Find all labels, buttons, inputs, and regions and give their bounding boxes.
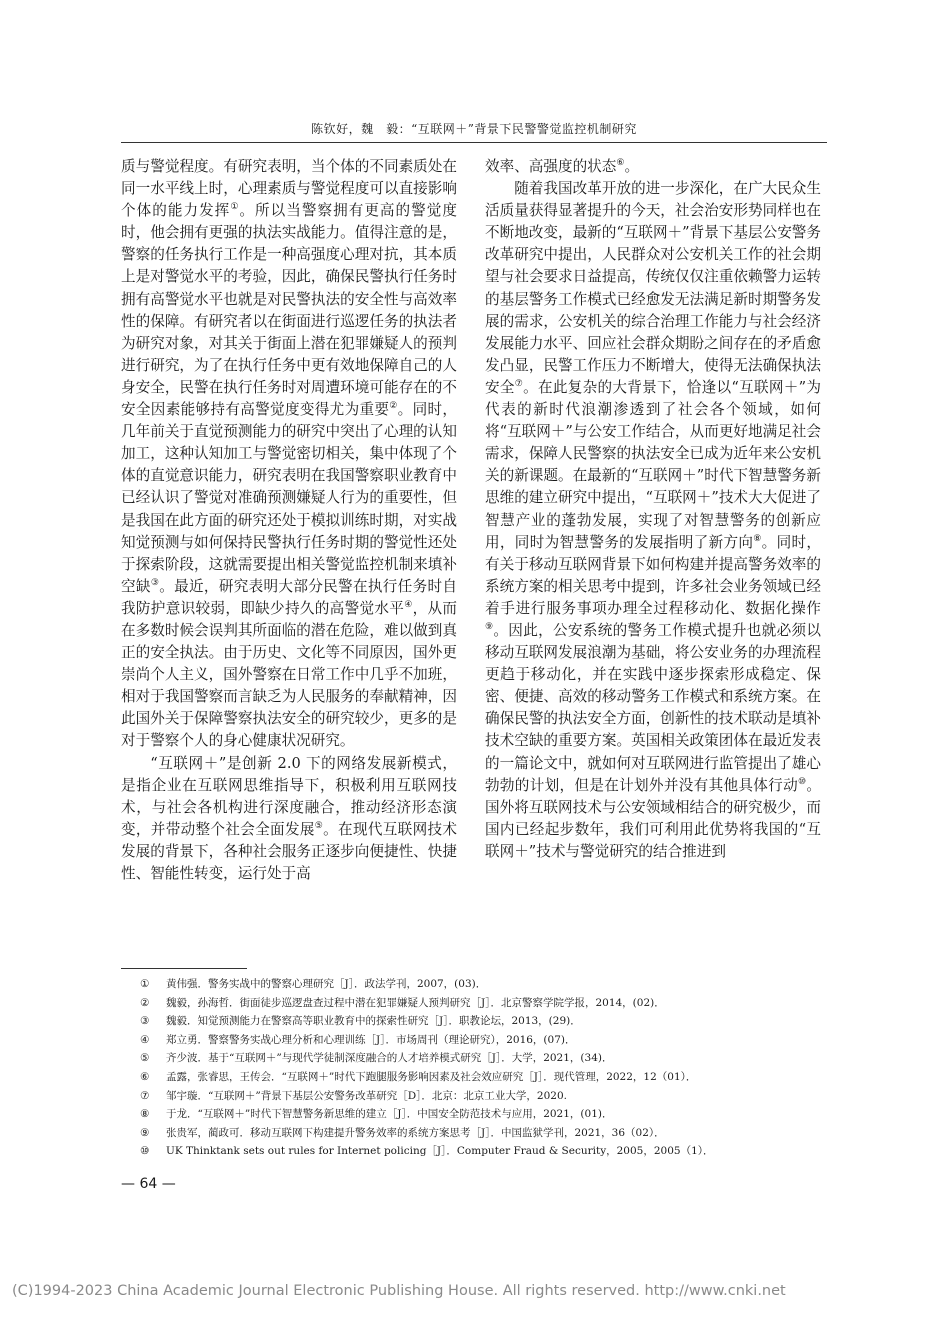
body-paragraph (485, 156, 821, 178)
body-paragraph (485, 178, 821, 863)
paragraph-text: 。同时，几年前关于直觉预测能力的研究中突出了心理的认知加工，这种认知加工与警觉密切相关，集中体现了个体的直觉意识能力，研究表明在我国警察职业教育中已经认识了警觉对准确预测嫌疑人行为的重要性，但是我国在此方面的研究还处于模拟训练时期，对实战知觉预测与如何保持民警执行任务时期的警觉性还处于探索阶段，这就需要提出相关警觉监控机制来填补空缺 (121, 401, 457, 595)
footnote-number: ⑩ (140, 1145, 150, 1158)
footnote-text: 魏毅．知觉预测能力在警察高等职业教育中的探索性研究［J］．职教论坛，2013，(29)． (166, 1015, 581, 1028)
footnote-number: ⑤ (140, 1052, 150, 1065)
footnote-number: ⑥ (140, 1070, 150, 1083)
paragraph-text: 。在现代互联网技术发展的背景下，各种社会服务正逐步向便捷性、快捷性、智能性转变，运行处于高 (121, 820, 457, 882)
footnote-rule (121, 968, 247, 969)
footnote-item (140, 1068, 830, 1087)
paragraph-text: 。所以当警察拥有更高的警觉度时，他会拥有更强的执法实战能力。值得注意的是，警察的任务执行工作是一种高强度心理对抗，其本质上是对警觉水平的考验，因此，确保民警执行任务时拥有高警觉水平也就是对民警执法的安全性与高效率性的保障。有研究者以在街面进行巡逻任务的执法者为研究对象，对其关于街面上潜在犯罪嫌疑人的预判进行研究，为了在执行任务中更有效地保障自己的人身安全，民警在执行任务时对周遭环境可能存在的不安全因素能够持有高警觉度变得尤为重要 (121, 202, 457, 419)
footnote-text: UK Thinktank sets out rules for Internet policing［J］．Computer Fraud & Security，2005，2005（1）． (166, 1145, 714, 1158)
paragraph-text: ，从而在多数时候会误判其所面临的潜在危险，难以做到真正的安全执法。由于历史、文化等不同原因，国外更崇尚个人主义，国外警察在日常工作中几乎不加班，相对于我国警察而言缺乏为人民服务的奉献精神，因此国外关于保障警察执法安全的研究较少，更多的是对于警察个人的身心健康状况研究。 (121, 599, 457, 750)
footnote-item (140, 1049, 830, 1068)
footnote-text: 魏毅，孙海哲．街面徒步巡逻盘查过程中潜在犯罪嫌疑人预判研究［J］．北京警察学院学报，2014，(02)． (166, 996, 665, 1009)
paragraph-text: 效率、高强度的状态 (485, 158, 617, 175)
footnote-number: ④ (140, 1033, 150, 1046)
footnote-reference[interactable]: ④ (404, 600, 413, 611)
running-header: 陈钦好，魏 毅：“互联网＋”背景下民警警觉监控机制研究 (311, 122, 637, 136)
footnote-reference[interactable]: ⑦ (514, 379, 524, 390)
footnote-number: ⑧ (140, 1108, 150, 1121)
footnote-number: ① (140, 978, 150, 990)
footnote-number: ③ (140, 1015, 150, 1028)
footnote-reference[interactable]: ③ (150, 577, 160, 588)
footnote-reference[interactable]: ② (389, 401, 398, 412)
paragraph-text: 。 (624, 158, 640, 175)
footnote-number: ② (140, 996, 150, 1009)
footnote-reference[interactable]: ⑧ (753, 533, 762, 544)
body-paragraph (121, 753, 457, 886)
footnote-reference[interactable]: ⑩ (798, 776, 807, 787)
footnote-item (140, 994, 830, 1013)
paragraph-text: 随着我国改革开放的进一步深化，在广大民众生活质量获得显著提升的今天，社会治安形势同样也在不断地改变，最新的“互联网＋”背景下基层公安警务改革研究中提出，人民群众对公安机关工作的社会期望与社会要求日益提高，传统仅仅注重依赖警力运转的基层警务工作模式已经愈发无法满足新时期警务发展的需求，公安机关的综合治理工作能力与社会经济发展能力水平、回应社会群众期盼之间存在的矛盾愈发凸显，民警工作压力不断增大，使得无法确保执法安全 (485, 180, 821, 396)
footnote-text: 孟露，张睿思，王传会．“互联网＋”时代下跑腿服务影响因素及社会效应研究［J］．现代管理，2022，12（01）． (166, 1070, 697, 1083)
paragraph-text: 。最近，研究表明大部分民警在执行任务时自我防护意识较弱，即缺少持久的高警觉水平 (121, 577, 457, 617)
footnote-number: ⑦ (140, 1089, 150, 1102)
right-column (485, 156, 821, 863)
footnote-item (140, 1031, 830, 1050)
footnote-item (140, 1142, 830, 1161)
footnote-text: 张贵军，蔺政可．移动互联网下构建提升警务效率的系统方案思考［J］．中国监狱学刊，2021，36（02）． (166, 1126, 665, 1139)
footnote-reference[interactable]: ⑨ (485, 622, 494, 633)
footnote-item (140, 1105, 830, 1124)
footnotes (140, 975, 830, 1161)
paragraph-text: “互联网＋”是创新 2.0 下的网络发展新模式，是指企业在互联网思维指导下，积极利用互联网技术，与社会各机构进行深度融合，推动经济形态演变，并带动整个社会全面发展 (121, 754, 457, 838)
footnote-reference[interactable]: ⑤ (314, 820, 324, 831)
copyright-watermark: (C)1994-2023 China Academic Journal Electronic Publishing House. All rights reserved. http://www.cnki.net (12, 1283, 786, 1299)
footnote-text: 齐少波．基于“互联网＋”与现代学徒制深度融合的人才培养模式研究［J］．大学，2021，(34)． (166, 1052, 613, 1065)
page-number: — 64 — (121, 1176, 176, 1192)
footnote-reference[interactable]: ⑥ (616, 158, 625, 169)
footnote-text: 黄伟强．警务实战中的警察心理研究［J］．政法学刊，2007，(03)． (166, 978, 487, 990)
body-paragraph (121, 156, 457, 753)
paragraph-text: 。在此复杂的大背景下，恰逢以“互联网＋”为代表的新时代浪潮渗透到了社会各个领域，如何将“互联网＋”与公安工作结合，从而更好地满足社会需求，保障人民警察的执法安全已成为近年来公安机关的新课题。在最新的“互联网＋”时代下智慧警务新思维的建立研究中提出，“互联网＋”技术大大促进了智慧产业的蓬勃发展，实现了对智慧警务的创新应用，同时为智慧警务的发展指明了新方向 (485, 378, 821, 551)
paragraph-text: 质与警觉程度。有研究表明，当个体的不同素质处在同一水平线上时，心理素质与警觉程度可以直接影响个体的能力发挥 (121, 158, 457, 220)
paragraph-text: 。国外将互联网技术与公安领域相结合的研究极少，而国内已经起步数年，我们可利用此优势将我国的“互联网＋”技术与警觉研究的结合推进到 (485, 776, 821, 860)
footnote-reference[interactable]: ① (230, 202, 240, 213)
footnote-item (140, 1124, 830, 1143)
header-rule (121, 142, 827, 143)
footnote-item (140, 975, 830, 994)
footnote-text: 邹宇璇．“互联网＋”背景下基层公安警务改革研究［D］．北京：北京工业大学，2020. (166, 1089, 567, 1102)
footnote-text: 郑立勇．警察警务实战心理分析和心理训练［J］．市场周刊（理论研究），2016，(07)． (166, 1033, 576, 1046)
footnote-number: ⑨ (140, 1126, 150, 1139)
footnote-text: 于龙．“互联网＋”时代下智慧警务新思维的建立［J］．中国安全防范技术与应用，2021，(01)． (166, 1108, 613, 1121)
left-column (121, 156, 457, 885)
paragraph-text: 。同时，有关于移动互联网背景下如何构建并提高警务效率的系统方案的相关思考中提到，许多社会业务领域已经着手进行服务事项办理全过程移动化、数据化操作 (485, 533, 821, 617)
footnote-item (140, 1012, 830, 1031)
paragraph-text: 。因此，公安系统的警务工作模式提升也就必须以移动互联网发展浪潮为基础，将公安业务的办理流程更趋于移动化，并在实践中逐步探索形成稳定、保密、便捷、高效的移动警务工作模式和系统方案。在确保民警的执法安全方面，创新性的技术联动是填补技术空缺的重要方案。英国相关政策团体在最近发表的一篇论文中，就如何对互联网进行监管提出了雄心勃勃的计划，但是在计划外并没有其他具体行动 (485, 621, 821, 794)
footnote-item (140, 1087, 830, 1106)
